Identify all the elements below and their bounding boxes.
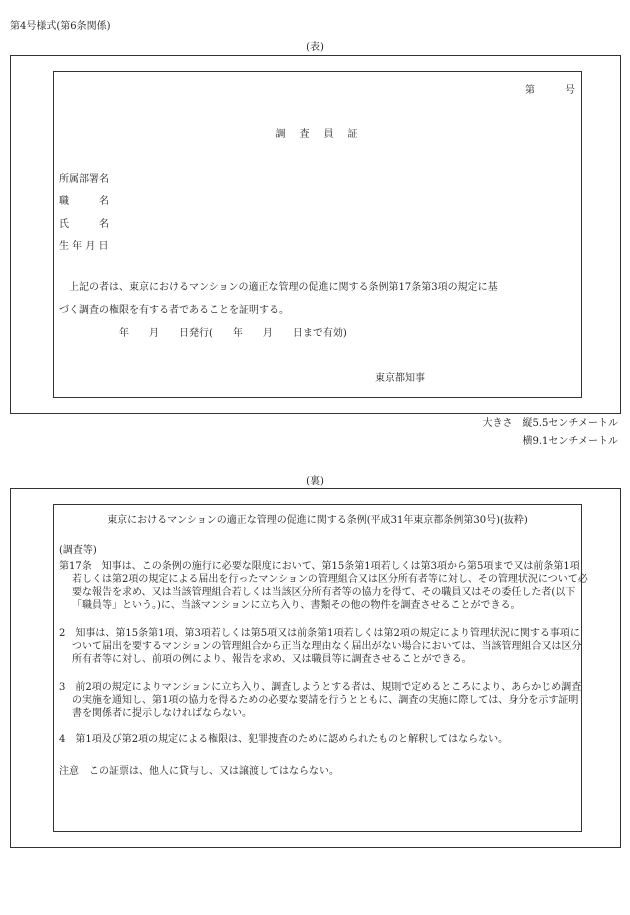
- id-card-front: [53, 71, 582, 398]
- back-side-label: (裏): [306, 476, 324, 487]
- size-note-height: 大きさ 縦5.5センチメートル: [482, 418, 618, 429]
- field-department: 所属部署名: [59, 174, 109, 185]
- form-title: 第4号様式(第6条関係): [10, 21, 111, 32]
- field-name: 氏 名: [59, 219, 109, 230]
- issue-date: 年 月 日発行( 年 月 日まで有効): [119, 328, 347, 339]
- certification-line-1: 上記の者は、東京におけるマンションの適正な管理の促進に関する条例第17条第3項の規定に基: [69, 282, 498, 293]
- article-17-paragraph-3: 3 前2項の規定によりマンションに立ち入り、調査しようとする者は、規則で定めるところにより、あらかじめ調査の実施を通知し、第1項の協力を得るための必要な要請を行うとともに、調査の実施に際しては、身分を示す証明書を関係者に提示しなければならない。: [59, 682, 582, 719]
- field-birthdate: 生 年 月 日: [59, 241, 109, 252]
- number-field: 第 号: [525, 85, 575, 96]
- id-card-back: [53, 504, 588, 832]
- front-side-label: (表): [306, 42, 324, 53]
- section-heading: (調査等): [59, 545, 97, 556]
- article-17-paragraph-4: 4 第1項及び第2項の規定による権限は、犯罪捜査のために認められたものと解釈してはならない。: [59, 734, 509, 745]
- ordinance-title: 東京におけるマンションの適正な管理の促進に関する条例(平成31年東京都条例第30号)(抜粋): [107, 515, 528, 526]
- card-title: 調 査 員 証: [275, 129, 360, 140]
- notice: 注意 この証票は、他人に貸与し、又は譲渡してはならない。: [59, 766, 339, 777]
- article-17-paragraph-2: 2 知事は、第15条第1項、第3項若しくは第5項又は前条第1項若しくは第2項の規定により管理状況に関する事項について届出を要するマンションの管理組合から正当な理由なく届出がない場合においては、当該管理組合又は区分所有者等に対し、前項の例により、報告を求め、又は職員等に調査させることができる。: [59, 628, 582, 665]
- size-note-width: 横9.1センチメートル: [522, 436, 618, 447]
- article-17-paragraph-1: 第17条 知事は、この条例の施行に必要な限度において、第15条第1項若しくは第3項から第5項まで又は前条第1項若しくは第2項の規定による届出を行ったマンションの管理組合又は区分所有者等に対し、その管理状況について必要な報告を求め、又は当該管理組合若しくは当該区分所有者等の協力を得て、その職員又はその委任した者(以下「職員等」という。)に、当該マンションに立ち入り、書類その他の物件を調査させることができる。: [59, 561, 588, 611]
- issuer: 東京都知事: [375, 373, 425, 384]
- certification-line-2: づく調査の権限を有する者であることを証明する。: [59, 305, 289, 316]
- field-position: 職 名: [59, 196, 109, 207]
